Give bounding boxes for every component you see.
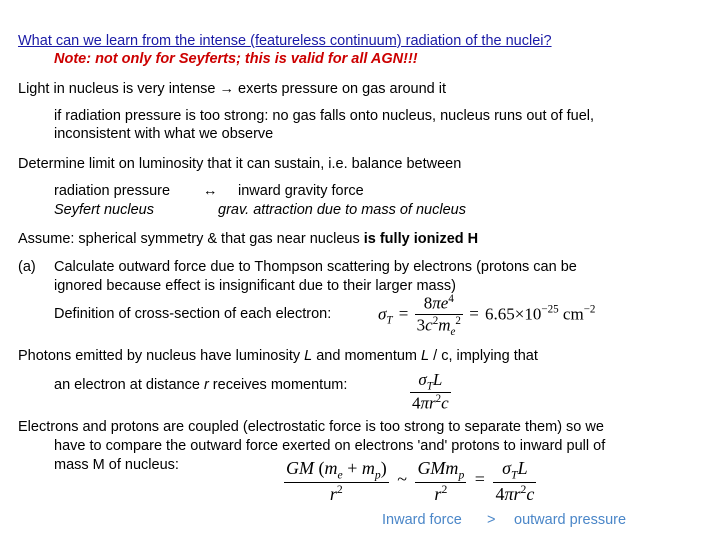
momentum-r-symbol: r	[203, 377, 209, 393]
momentum-text	[54, 376, 347, 395]
paragraph-sub-line1: if radiation pressure is too strong: no gas falls onto nucleus, nucleus runs out of fuel,	[54, 108, 595, 124]
item-a-line2: ignored because effect is insignificant due to their larger mass)	[54, 278, 456, 294]
cross-section-label: Definition of cross-section of each electron:	[54, 306, 332, 322]
outward-pressure-label: outward pressure	[514, 512, 627, 528]
photons-suffix: / c, implying that	[429, 348, 538, 364]
inward-force-label: Inward force	[382, 512, 462, 528]
assumption-text	[18, 230, 478, 249]
photons-prefix: Photons emitted by nucleus have luminosity	[18, 348, 305, 364]
item-a-label: (a)	[18, 259, 36, 275]
balance-right-top: inward gravity force	[238, 183, 364, 199]
eddington-balance-formula: $\frac{GM (m_e + m_p)}{r^2}$ ~ $\frac{GMm_p}{r^2}$ = $\frac{\sigma_TL}{4\pi r^2c}$	[286, 458, 535, 504]
paragraph-light-pressure: Light in nucleus is very intense → exerts pressure on gas around it	[18, 81, 446, 97]
photons-momentum-symbol: L	[421, 348, 430, 364]
slide-title: What can we learn from the intense (featureless continuum) radiation of the nuclei?	[18, 33, 552, 49]
coupled-line1: Electrons and protons are coupled (electrostatic force is too strong to separate them) so we	[18, 419, 604, 435]
momentum-formula: $\frac{\sigma_TL}{4\pi r^2c}$	[412, 370, 449, 414]
thomson-cross-section-formula: $\sigma_T$ = $\frac{8\pi e^4}{3c^2m_e^2}$ = $6.65\times 10^{-25}$ $cm^{-2}$	[378, 293, 596, 338]
photons-mid: and momentum	[312, 348, 422, 364]
momentum-suffix: receives momentum:	[208, 377, 348, 393]
greater-than-sign: >	[487, 512, 496, 528]
balance-left-top: radiation pressure	[54, 183, 171, 199]
paragraph-determine-limit: Determine limit on luminosity that it can sustain, i.e. balance between	[18, 156, 462, 172]
paragraph-sub-line2: inconsistent with what we observe	[54, 126, 274, 142]
momentum-prefix: an electron at distance	[54, 377, 204, 393]
note-text: Note: not only for Seyferts; this is valid for all AGN!!!	[54, 51, 418, 67]
photons-text	[18, 347, 538, 366]
balance-right-bottom: grav. attraction due to mass of nucleus	[218, 202, 466, 218]
photons-luminosity-symbol: L	[304, 348, 313, 364]
item-a-line1: Calculate outward force due to Thompson scattering by electrons (protons can be	[54, 259, 577, 275]
coupled-line3: mass M of nucleus:	[54, 457, 179, 473]
assumption-bold: is fully ionized H	[363, 231, 479, 247]
balance-arrow: ↔	[203, 183, 218, 199]
balance-left-bottom: Seyfert nucleus	[54, 202, 154, 218]
assumption-prefix: Assume: spherical symmetry & that gas near nucleus	[18, 231, 364, 247]
coupled-line2: have to compare the outward force exerted on electrons 'and' protons to inward pull of	[54, 438, 606, 454]
